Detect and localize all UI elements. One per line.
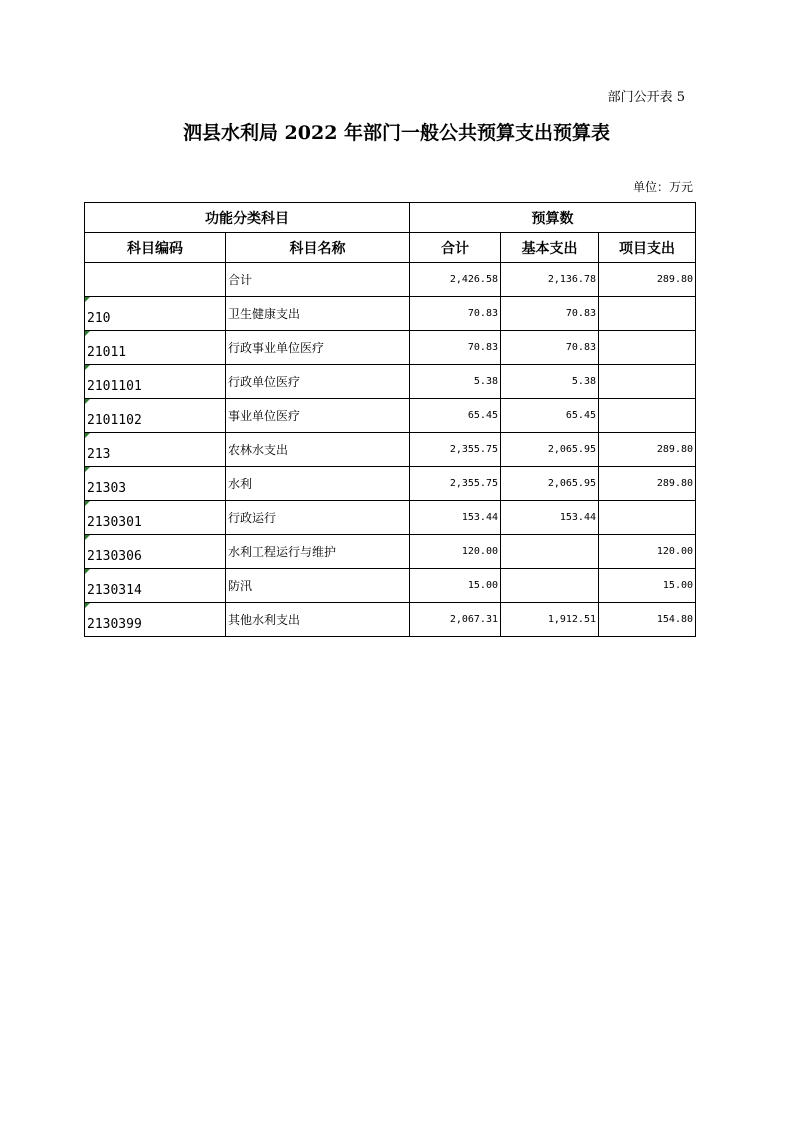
- table-row: [85, 569, 696, 603]
- cell-basic: 65.45: [501, 399, 599, 433]
- column-header-total: 合计: [410, 233, 501, 263]
- cell-project: 289.80: [599, 433, 696, 467]
- group-header-functional-category: 功能分类科目: [85, 203, 410, 233]
- cell-name: 水利工程运行与维护: [226, 535, 410, 569]
- table-row: [85, 331, 696, 365]
- cell-name: 水利: [226, 467, 410, 501]
- table-row: [85, 399, 696, 433]
- page-title: 泗县水利局 2022 年部门一般公共预算支出预算表: [182, 122, 611, 144]
- cell-total: 2,067.31: [410, 603, 501, 637]
- cell-basic: 2,136.78: [501, 263, 599, 297]
- cell-project: [599, 399, 696, 433]
- cell-code: 210: [85, 297, 226, 331]
- cell-project: [599, 331, 696, 365]
- cell-name: 防汛: [226, 569, 410, 603]
- cell-code: 2101102: [85, 399, 226, 433]
- cell-basic: 2,065.95: [501, 433, 599, 467]
- cell-code: 21011: [85, 331, 226, 365]
- cell-project: [599, 365, 696, 399]
- cell-code: 21303: [85, 467, 226, 501]
- table-column-header-row: [85, 233, 696, 263]
- cell-basic: 70.83: [501, 297, 599, 331]
- cell-total: 2,355.75: [410, 433, 501, 467]
- cell-total: 120.00: [410, 535, 501, 569]
- cell-project: 15.00: [599, 569, 696, 603]
- cell-total: 65.45: [410, 399, 501, 433]
- cell-total: 70.83: [410, 331, 501, 365]
- cell-name: 事业单位医疗: [226, 399, 410, 433]
- cell-basic: 2,065.95: [501, 467, 599, 501]
- table-group-header-row: [85, 203, 696, 233]
- column-header-code: 科目编码: [85, 233, 226, 263]
- cell-total: 15.00: [410, 569, 501, 603]
- cell-project: 289.80: [599, 263, 696, 297]
- column-header-project: 项目支出: [599, 233, 696, 263]
- cell-code: 2101101: [85, 365, 226, 399]
- cell-code: 2130306: [85, 535, 226, 569]
- cell-total: 70.83: [410, 297, 501, 331]
- table-row: [85, 263, 696, 297]
- table-row: [85, 603, 696, 637]
- cell-code: 213: [85, 433, 226, 467]
- cell-basic: 1,912.51: [501, 603, 599, 637]
- cell-code: 2130399: [85, 603, 226, 637]
- unit-label: 单位：万元: [632, 180, 693, 194]
- document-code: 部门公开表 5: [607, 90, 685, 105]
- cell-name: 行政运行: [226, 501, 410, 535]
- cell-code: [85, 263, 226, 297]
- cell-basic: [501, 535, 599, 569]
- cell-name: 合计: [226, 263, 410, 297]
- cell-code: 2130314: [85, 569, 226, 603]
- cell-total: 5.38: [410, 365, 501, 399]
- cell-project: [599, 501, 696, 535]
- cell-name: 行政事业单位医疗: [226, 331, 410, 365]
- cell-total: 153.44: [410, 501, 501, 535]
- budget-table: [84, 202, 696, 637]
- cell-project: 120.00: [599, 535, 696, 569]
- cell-basic: 153.44: [501, 501, 599, 535]
- cell-basic: 5.38: [501, 365, 599, 399]
- table-row: [85, 501, 696, 535]
- cell-basic: 70.83: [501, 331, 599, 365]
- table-row: [85, 433, 696, 467]
- cell-name: 行政单位医疗: [226, 365, 410, 399]
- group-header-budget-amount: 预算数: [410, 203, 696, 233]
- cell-name: 农林水支出: [226, 433, 410, 467]
- cell-name: 其他水利支出: [226, 603, 410, 637]
- table-row: [85, 365, 696, 399]
- cell-total: 2,355.75: [410, 467, 501, 501]
- table-row: [85, 297, 696, 331]
- table-row: [85, 535, 696, 569]
- cell-name: 卫生健康支出: [226, 297, 410, 331]
- cell-total: 2,426.58: [410, 263, 501, 297]
- cell-project: 154.80: [599, 603, 696, 637]
- cell-code: 2130301: [85, 501, 226, 535]
- column-header-name: 科目名称: [226, 233, 410, 263]
- cell-basic: [501, 569, 599, 603]
- cell-project: 289.80: [599, 467, 696, 501]
- cell-project: [599, 297, 696, 331]
- table-row: [85, 467, 696, 501]
- column-header-basic: 基本支出: [501, 233, 599, 263]
